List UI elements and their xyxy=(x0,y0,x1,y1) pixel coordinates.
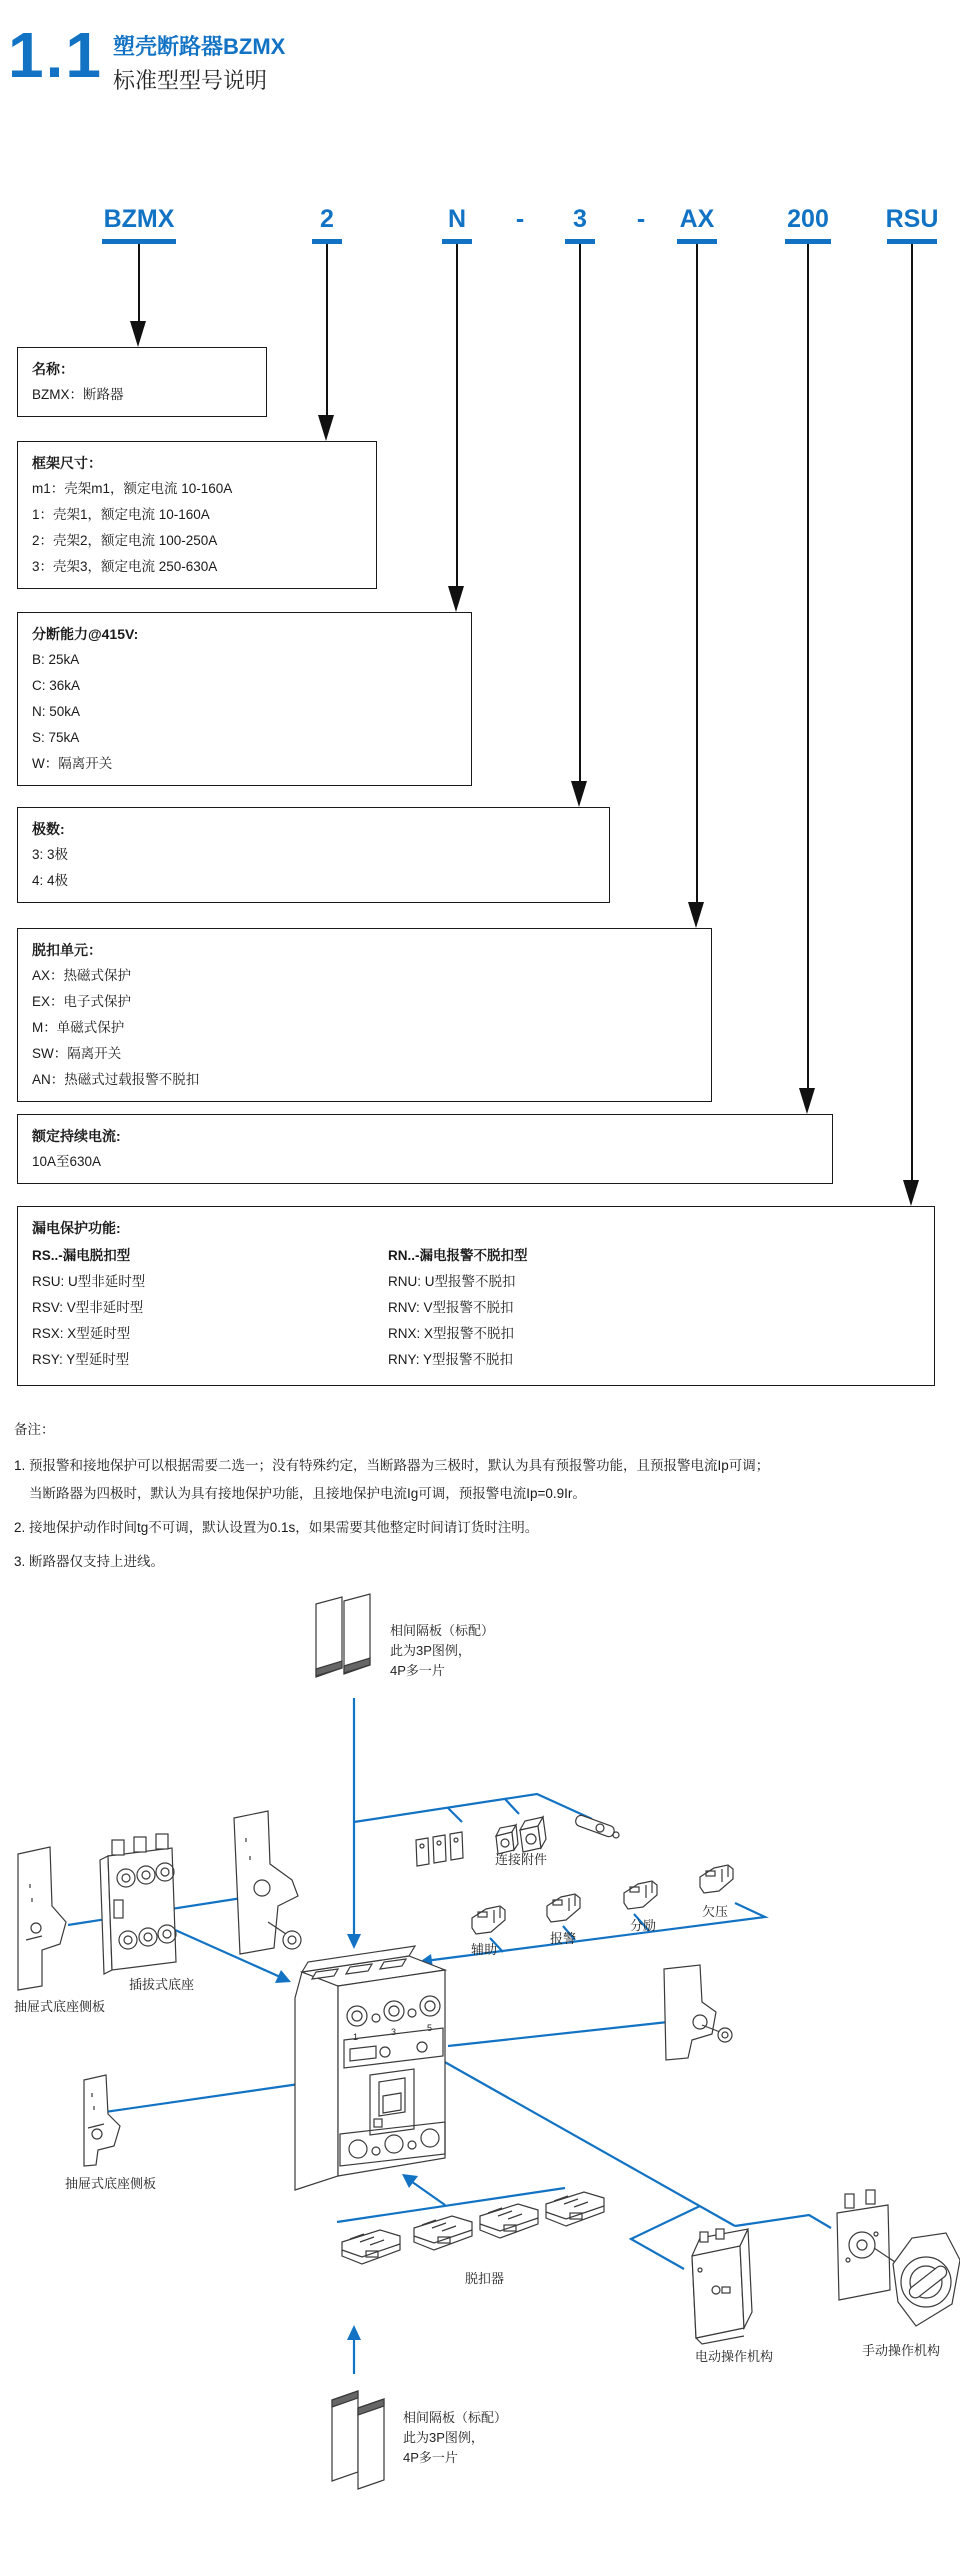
label-bottom-divider-line3: 4P多一片 xyxy=(403,2450,458,2465)
shunt-release-icon xyxy=(624,1881,657,1909)
circuit-breaker xyxy=(295,1946,445,2190)
box-line: RSX: X型延时型 xyxy=(32,1326,131,1341)
section-number: 1.1 xyxy=(8,19,103,91)
assembly-line-right-bracket xyxy=(448,2022,668,2046)
box-line: M：单磁式保护 xyxy=(32,1020,125,1035)
box-line: N: 50kA xyxy=(32,704,81,719)
arrowhead xyxy=(688,902,704,928)
assembly-line-lower-bracket xyxy=(98,2082,313,2113)
box-line: RNY: Y型报警不脱扣 xyxy=(388,1352,514,1367)
connector-line xyxy=(456,244,458,586)
connector-line xyxy=(326,244,328,415)
trip-unit-icon xyxy=(342,2230,400,2264)
box-line: 1：壳架1，额定电流 10-160A xyxy=(32,507,210,522)
terminal-number-1: 1 xyxy=(353,2032,359,2042)
alarm-contact-icon xyxy=(547,1894,580,1922)
label-top-divider-line1: 相间隔板（标配） xyxy=(390,1623,495,1638)
box-line: RSV: V型非延时型 xyxy=(32,1300,144,1315)
box-line: S: 75kA xyxy=(32,730,80,745)
code-segment-leakage: RSU xyxy=(885,205,939,233)
label-motor-operator: 电动操作机构 xyxy=(695,2349,774,2364)
box-line: 3: 3极 xyxy=(32,847,69,862)
arrowhead xyxy=(130,321,146,347)
trip-unit-icon xyxy=(414,2216,472,2250)
terminal-number-5: 5 xyxy=(427,2023,433,2033)
terminal-number-3: 3 xyxy=(391,2027,397,2037)
box-line: C: 36kA xyxy=(32,678,81,693)
box-line: RSY: Y型延时型 xyxy=(32,1352,130,1367)
arrowhead xyxy=(903,1180,919,1206)
blue-arrowhead-up xyxy=(347,2325,361,2340)
box-line: RSU: U型非延时型 xyxy=(32,1274,146,1289)
note-text: 当断路器为四极时，默认为具有接地保护功能，且接地保护电流Ig可调，预报警电流Ip=0.9Ir。 xyxy=(29,1486,586,1501)
box-title: 名称： xyxy=(32,361,74,377)
box-line: 2：壳架2，额定电流 100-250A xyxy=(32,533,218,548)
box-line: EX：电子式保护 xyxy=(32,994,132,1009)
trip-unit-icon xyxy=(480,2204,538,2238)
box-line: 4: 4极 xyxy=(32,873,69,888)
box-breaking-capacity xyxy=(17,612,472,786)
box-title: 极数: xyxy=(32,821,65,837)
label-connection-accessory: 连接附件 xyxy=(495,1852,548,1867)
auxiliary-contact-icon xyxy=(472,1906,505,1934)
box-rated-current xyxy=(17,1114,833,1184)
arrowhead xyxy=(571,781,587,807)
drawer-bracket-with-handle xyxy=(234,1811,301,1954)
box-line: AX：热磁式保护 xyxy=(32,968,132,983)
box-leakage-protection xyxy=(17,1206,935,1386)
note-text: 断路器仅支持上进线。 xyxy=(29,1554,164,1569)
label-drawer-side-plate-upper: 抽屉式底座侧板 xyxy=(14,1999,106,2014)
plug-in-base xyxy=(100,1834,176,1974)
box-line: AN：热磁式过载报警不脱扣 xyxy=(32,1072,200,1087)
connector-line xyxy=(696,244,698,902)
drawer-side-plate-lower xyxy=(84,2075,120,2166)
manual-operator xyxy=(837,2190,960,2326)
arrowhead xyxy=(448,586,464,612)
trip-unit-icon xyxy=(546,2192,604,2226)
label-bottom-divider-line2: 此为3P图例， xyxy=(403,2430,484,2445)
assembly-branch-accessories xyxy=(354,1794,592,1822)
note-number: 1. xyxy=(14,1458,26,1473)
box-title: 分断能力@415V: xyxy=(32,626,139,642)
box-title: 脱扣单元： xyxy=(32,942,102,958)
leakage-left-column xyxy=(32,1243,145,1373)
column-header: RN..-漏电报警不脱扣型 xyxy=(388,1248,528,1263)
label-drawer-side-plate-lower: 抽屉式底座侧板 xyxy=(65,2176,157,2191)
motor-operator xyxy=(692,2229,752,2344)
note-number: 3. xyxy=(14,1554,26,1569)
notes-label: 备注： xyxy=(14,1422,55,1437)
code-segment-bzmx: BZMX xyxy=(103,205,175,233)
code-segment-current: 200 xyxy=(787,205,829,233)
box-title: 框架尺寸： xyxy=(32,455,102,471)
arrowhead xyxy=(799,1088,815,1114)
code-segment-breaking: N xyxy=(447,205,467,233)
phase-divider-top xyxy=(316,1594,370,1677)
connector-line xyxy=(911,244,913,1180)
box-line: 10A至630A xyxy=(32,1154,102,1169)
label-undervoltage: 欠压 xyxy=(702,1904,729,1919)
code-dash-2: - xyxy=(636,205,646,233)
box-line: B: 25kA xyxy=(32,652,80,667)
box-line: RNV: V型报警不脱扣 xyxy=(388,1300,514,1315)
label-top-divider-line2: 此为3P图例， xyxy=(390,1643,471,1658)
drawer-side-plate-upper xyxy=(18,1847,66,1990)
blue-arrowhead-down xyxy=(347,1934,361,1949)
exploded-diagram xyxy=(0,1588,960,2556)
box-line: SW：隔离开关 xyxy=(32,1046,122,1061)
note-number: 2. xyxy=(14,1520,26,1535)
box-title: 额定持续电流: xyxy=(32,1128,121,1144)
blue-arrowhead-upleft xyxy=(402,2174,418,2188)
label-alarm: 报警 xyxy=(550,1931,577,1946)
box-title: 漏电保护功能: xyxy=(32,1220,121,1236)
phase-divider-bottom xyxy=(332,2391,384,2489)
column-header: RS..-漏电脱扣型 xyxy=(32,1248,131,1263)
label-top-divider-line3: 4P多一片 xyxy=(390,1663,445,1678)
page-title: 塑壳断路器BZMX xyxy=(113,34,286,59)
box-trip-unit xyxy=(17,928,712,1102)
box-line: 3：壳架3，额定电流 250-630A xyxy=(32,559,218,574)
arrowhead xyxy=(318,415,334,441)
box-line: RNX: X型报警不脱扣 xyxy=(388,1326,515,1341)
undervoltage-release-icon xyxy=(700,1865,733,1893)
label-manual-operator: 手动操作机构 xyxy=(862,2343,941,2358)
box-line: W：隔离开关 xyxy=(32,756,113,771)
box-line: RNU: U型报警不脱扣 xyxy=(388,1274,516,1289)
label-trip-unit: 脱扣器 xyxy=(465,2271,505,2286)
drawer-bracket-right xyxy=(664,1965,732,2060)
box-name xyxy=(17,347,267,417)
connector-line xyxy=(579,244,581,781)
label-plug-in-base: 插拔式底座 xyxy=(129,1977,195,1992)
label-bottom-divider-line1: 相间隔板（标配） xyxy=(403,2410,508,2425)
box-poles xyxy=(17,807,610,903)
code-segment-frame: 2 xyxy=(320,205,334,233)
note-text: 接地保护动作时间tg不可调，默认设置为0.1s，如果需要其他整定时间请订货时注明。 xyxy=(29,1520,539,1535)
page-subtitle: 标准型型号说明 xyxy=(113,68,268,93)
code-segment-poles: 3 xyxy=(573,205,587,233)
connector-line xyxy=(807,244,809,1088)
label-auxiliary: 辅助 xyxy=(471,1942,498,1957)
box-line: BZMX：断路器 xyxy=(32,387,124,402)
leakage-right-column xyxy=(388,1243,528,1373)
note-text: 预报警和接地保护可以根据需要二选一；没有特殊约定，当断路器为三极时，默认为具有预报警功能，且预报警电流Ip可调； xyxy=(29,1458,770,1473)
code-segment-trip: AX xyxy=(679,205,715,233)
box-frame-size xyxy=(17,441,377,589)
connector-line xyxy=(138,244,140,321)
box-line: m1：壳架m1，额定电流 10-160A xyxy=(32,481,233,496)
code-dash-1: - xyxy=(515,205,525,233)
label-shunt: 分励 xyxy=(630,1918,657,1933)
